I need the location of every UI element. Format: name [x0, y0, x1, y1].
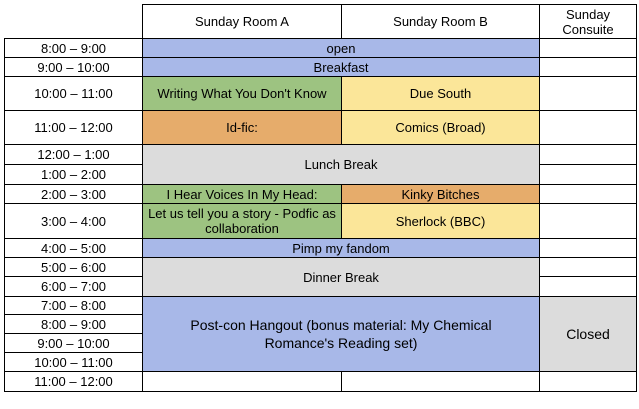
time-cell: 7:00 – 8:00	[5, 297, 143, 315]
schedule-table	[4, 4, 637, 392]
time-cell: 4:00 – 5:00	[5, 239, 143, 258]
time-cell: 9:00 – 10:00	[5, 334, 143, 353]
event-dinner: Dinner Break	[143, 258, 540, 297]
table-row	[5, 185, 637, 204]
table-row	[5, 258, 637, 277]
table-row	[5, 77, 637, 111]
consuite-cell	[540, 277, 637, 297]
time-cell: 9:00 – 10:00	[5, 58, 143, 77]
event-voices: I Hear Voices In My Head:	[143, 185, 342, 204]
consuite-cell	[540, 372, 637, 392]
table-row	[5, 58, 637, 77]
table-row	[5, 204, 637, 239]
event-pimp: Pimp my fandom	[143, 239, 540, 258]
consuite-cell	[540, 185, 637, 204]
time-cell: 1:00 – 2:00	[5, 165, 143, 185]
table-row	[5, 297, 637, 315]
time-cell: 5:00 – 6:00	[5, 258, 143, 277]
header-consuite: Sunday Consuite	[540, 5, 637, 39]
table-row	[5, 372, 637, 392]
event-breakfast: Breakfast	[143, 58, 540, 77]
event-closed: Closed	[540, 297, 637, 372]
event-comics: Comics (Broad)	[342, 111, 540, 145]
time-cell: 3:00 – 4:00	[5, 204, 143, 239]
consuite-cell	[540, 145, 637, 165]
room-b-cell	[342, 372, 540, 392]
corner-cell	[5, 5, 143, 39]
event-podfic: Let us tell you a story - Podfic as collaboration	[143, 204, 342, 239]
header-row	[5, 5, 637, 39]
event-kinky: Kinky Bitches	[342, 185, 540, 204]
consuite-cell	[540, 111, 637, 145]
consuite-cell	[540, 165, 637, 185]
event-writing: Writing What You Don't Know	[143, 77, 342, 111]
time-cell: 8:00 – 9:00	[5, 315, 143, 334]
time-cell: 11:00 – 12:00	[5, 111, 143, 145]
header-room-a: Sunday Room A	[143, 5, 342, 39]
consuite-cell	[540, 77, 637, 111]
table-row	[5, 39, 637, 58]
table-row	[5, 145, 637, 165]
consuite-cell	[540, 58, 637, 77]
time-cell: 11:00 – 12:00	[5, 372, 143, 392]
event-idfic: Id-fic:	[143, 111, 342, 145]
time-cell: 6:00 – 7:00	[5, 277, 143, 297]
event-lunch: Lunch Break	[143, 145, 540, 185]
consuite-cell	[540, 239, 637, 258]
table-row	[5, 239, 637, 258]
header-room-b: Sunday Room B	[342, 5, 540, 39]
consuite-cell	[540, 204, 637, 239]
consuite-cell	[540, 258, 637, 277]
time-cell: 2:00 – 3:00	[5, 185, 143, 204]
event-due-south: Due South	[342, 77, 540, 111]
consuite-cell	[540, 39, 637, 58]
time-cell: 10:00 – 11:00	[5, 77, 143, 111]
event-sherlock: Sherlock (BBC)	[342, 204, 540, 239]
event-hangout: Post-con Hangout (bonus material: My Chemical Romance's Reading set)	[143, 297, 540, 372]
table-row	[5, 111, 637, 145]
time-cell: 10:00 – 11:00	[5, 353, 143, 372]
time-cell: 12:00 – 1:00	[5, 145, 143, 165]
event-open: open	[143, 39, 540, 58]
time-cell: 8:00 – 9:00	[5, 39, 143, 58]
room-a-cell	[143, 372, 342, 392]
